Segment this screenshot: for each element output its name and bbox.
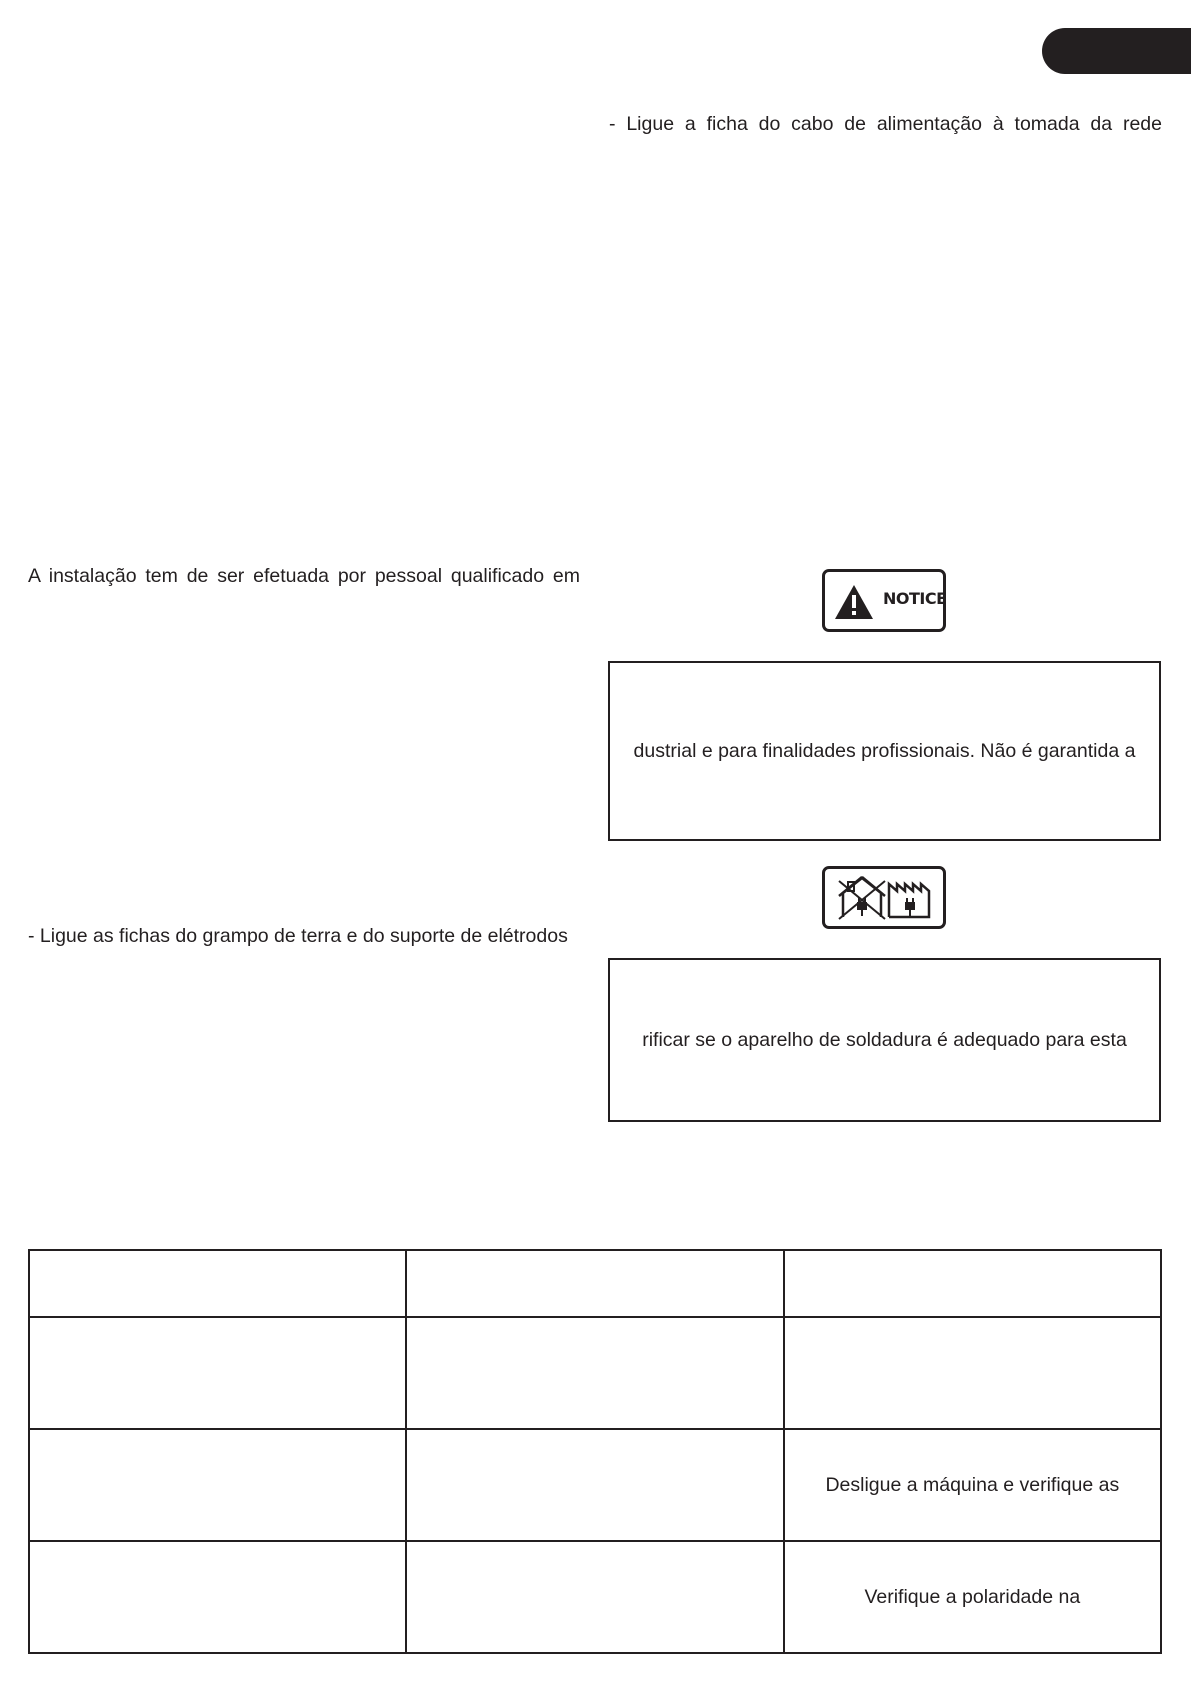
table-cell [406, 1429, 783, 1541]
table-cell [784, 1317, 1161, 1429]
table-cell: Verifique a polaridade na [784, 1541, 1161, 1653]
table-cell [406, 1541, 783, 1653]
notice-box-text: dustrial e para finalidades profissionais. Não é garantida a [633, 740, 1136, 762]
no-domestic-use-industrial-only-icon [825, 869, 943, 926]
troubleshooting-table [28, 1249, 1162, 1654]
table-cell [29, 1541, 406, 1653]
table-row [29, 1541, 1161, 1653]
power-cable-instruction: - Ligue a ficha do cabo de alimentação à tomada da rede [609, 113, 1162, 135]
environment-box [608, 958, 1161, 1122]
notice-box [608, 661, 1161, 841]
notice-label: NOTICE [883, 589, 947, 608]
warning-triangle-icon [829, 572, 879, 629]
environment-sign [822, 866, 946, 929]
section-tab [1042, 28, 1191, 74]
environment-box-text: rificar se o aparelho de soldadura é adequado para esta [642, 1029, 1127, 1051]
table-row [29, 1317, 1161, 1429]
table-cell [29, 1429, 406, 1541]
table-row [29, 1429, 1161, 1541]
table-cell [784, 1250, 1161, 1317]
table-cell [29, 1317, 406, 1429]
table-cell [406, 1317, 783, 1429]
installation-note: A instalação tem de ser efetuada por pessoal qualificado em [28, 565, 580, 587]
earth-clamp-instruction: - Ligue as fichas do grampo de terra e do suporte de elétrodos [28, 925, 568, 947]
table-cell [406, 1250, 783, 1317]
table-cell [29, 1250, 406, 1317]
table-header-row [29, 1250, 1161, 1317]
notice-sign [822, 569, 946, 632]
table-cell: Desligue a máquina e verifique as [784, 1429, 1161, 1541]
